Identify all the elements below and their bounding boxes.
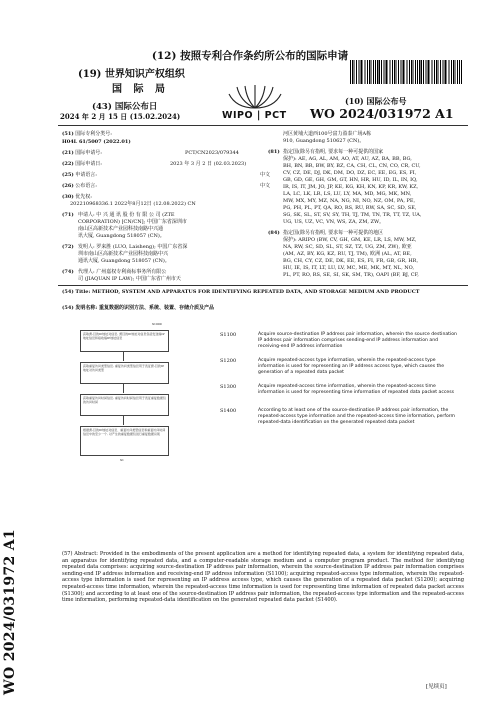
field-30: (30) 优先权: xyxy=(62,194,92,200)
field-21: (21) 国际申请号: xyxy=(62,150,102,156)
designated-states-line: PG, PH, PL, PT, QA, RO, RS, RU, RW, SA, SC, SD, SE, xyxy=(283,205,417,211)
applicant-line: 南山区高新技术产业园科技南路中兴通 xyxy=(78,226,164,232)
designated-states-line: BH, BN, BR, BW, BY, BZ, CA, CH, CL, CN, CO, CR, CU, xyxy=(283,163,421,169)
header-divider xyxy=(58,125,468,126)
designated-states-line: GB, GD, GE, GH, GM, GT, HN, HR, HU, ID, IL, IN, IQ, xyxy=(283,177,418,183)
filing-language: 中文 xyxy=(260,172,271,178)
designated-states-line: CV, CZ, DE, DJ, DK, DM, DO, DZ, EC, EE, EG, ES, FI, xyxy=(283,170,417,176)
designated-states-line: 保护): AE, AG, AL, AM, AO, AT, AU, AZ, BA, BB, BG, xyxy=(283,156,412,162)
filing-date: 2023 年 3 月 2 日 (02.03.2023) xyxy=(170,161,247,167)
wipo-logo-text: WIPO | PCT xyxy=(222,110,287,121)
designated-states-line: UG, US, UZ, VC, VN, WS, ZA, ZM, ZW。 xyxy=(283,219,385,225)
flowchart-box: 获取源-目的IP地址对信息, 源目的IP地址对信息包括发送端IP地址信息和接收端IP地址信息 xyxy=(80,330,169,352)
agent-line: 司 (JIAQUAN IP LAW); 中国广东省广州市天 xyxy=(78,276,181,282)
title-chinese: (54) 发明名称: 重复数据的识别方法、系统、装置、存储介质及产品 xyxy=(62,305,215,311)
flow-arrow xyxy=(123,351,124,361)
flow-arrow xyxy=(123,383,124,393)
flowchart-start-label: S1000 xyxy=(152,322,162,326)
flow-arrow xyxy=(123,415,124,425)
step-code: S1200 xyxy=(220,358,237,364)
inventor-line: 通讯大厦, Guangdong 518057 (CN)。 xyxy=(78,258,170,264)
step-text: Acquire repeated-access type information, wherein the repeated-access type information is used for representing an IP address access type, which causes the generation of a repeated data packet xyxy=(258,358,445,375)
ipc-value: H04L 61/5007 (2022.01) xyxy=(62,139,131,145)
agent-address-line: 910, Guangdong 510627 (CN)。 xyxy=(283,138,365,144)
office-subname: 国 际 局 xyxy=(112,84,169,95)
document-heading: (12) 按照专利合作条约所公布的国际申请 xyxy=(151,50,349,62)
publication-number-label: (10) 国际公布号 xyxy=(345,96,407,106)
step-code: S1300 xyxy=(220,384,237,390)
applicant-line: 讯大厦, Guangdong 518057 (CN)。 xyxy=(78,233,165,239)
regional-states-line: BG, CH, CY, CZ, DE, DK, EE, ES, FI, FR, GB, GR, HR, xyxy=(283,258,419,264)
inventor-line: 发明人: 罗来胜 (LUO, Laisheng); 中国广东省深 xyxy=(78,244,188,250)
designated-states-line: LA, LC, LK, LR, LS, LU, LY, MA, MD, MG, MK, MN, xyxy=(283,191,412,197)
publication-date-value: 2024 年 2 月 15 日 (15.02.2024) xyxy=(60,112,181,121)
abstract: (57) Abstract: Provided in the embodiments of the present application are a method for identifying repeated data, a system for identifying repeated data, an apparatus for identifying repeated data, and a computer-readable storage medium and a computer program product. The method for identifying repeated data comprises: acquiring source-destination IP address pair information, wherein the source-destination IP address pair information comprises sending-end IP address information and receiving-end IP address information (S1100); acquiring repeated-access type information, wherein the repeated-access type information is used for representing an IP address access type, which causes the generation of a repeated data packet (S1200); acquiring repeated-access time information, wherein the repeated-access time information is used for representing time information of repeated data packet access (S1300); and according to at least one of the source-destination IP address pair information, the repeated-access type information and the repeated-access time information, performing repeated-data identification on the generated repeated data packet (S1400). xyxy=(62,551,464,604)
step-text: Acquire source-destination IP address pair information, wherein the source destination IP address pair information comprises sending-end IP address information and receiving-end IP address information xyxy=(258,332,457,349)
agent-address-line: 河区黄埔大道西100号富力盈泰广场A栋 xyxy=(283,131,372,137)
regional-states-line: PL, PT, RO, RS, SE, SI, SK, SM, TR), OAPI (BF, BJ, CF, xyxy=(283,272,419,278)
regional-states-line: HU, IE, IS, IT, LT, LU, LV, MC, ME, MK, MT, NL, NO, xyxy=(283,265,415,271)
publication-language: 中文 xyxy=(260,183,271,189)
flowchart-end-label: S1 xyxy=(120,458,124,462)
designated-states-line: 指定国(除另有指明, 要求每一种可提供的国家 xyxy=(283,149,384,155)
title-english: (54) Title: METHOD, SYSTEM AND APPARATUS FOR IDENTIFYING REPEATED DATA, AND STORAGE MEDIUM AND PRODUCT xyxy=(62,289,420,295)
publication-date-label: (43) 国际公布日 xyxy=(92,102,158,112)
flowchart-box: 根据源-目的IP地址对信息、重复访问类型信息和重复访问时间信息中的至少一个, 对产生的重复数据包进行重复数据识别 xyxy=(80,426,169,456)
priority-data: 202210968336.1 2022年8月12日 (12.08.2022) CN xyxy=(70,201,196,207)
step-text: According to at least one of the source-destination IP address pair information, the repeated-access type information and the repeated-access time information, perform repeated-data identification on the generated repeated data packet xyxy=(258,408,456,425)
office-name: (19) 世界知识产权组织 xyxy=(78,69,185,80)
regional-states-line: NA, RW, SC, SD, SL, ST, SZ, TZ, UG, ZM, ZW), 欧亚 xyxy=(283,244,412,250)
step-code: S1100 xyxy=(220,332,237,338)
designated-states-code: (81) xyxy=(268,149,280,155)
flowchart-box: 获取重复访问类型信息, 重复访问类型信息用于表征源-目的IP地址对访问类型 xyxy=(80,362,169,384)
field-25: (25) 申请语言: xyxy=(62,172,97,178)
regional-states-line: 保护): ARIPO (BW, CV, GH, GM, KE, LR, LS, MW, MZ, xyxy=(283,237,417,243)
inventor-line: 圳市南山区高新技术产业园科技南路中兴 xyxy=(78,251,169,257)
inventor-code: (72) xyxy=(62,244,74,250)
applicant-line: 申请人: 中 兴 通 讯 股 份 有 限 公 司 (ZTE xyxy=(78,212,175,218)
designated-states-line: IR, IS, IT, JM, JO, JP, KE, KG, KH, KN, KP, KR, KW, KZ, xyxy=(283,184,419,190)
field-26: (26) 公布语言: xyxy=(62,183,97,189)
column-divider xyxy=(58,285,468,286)
agent-code: (74) xyxy=(62,269,74,275)
agent-line: 代理人: 广州嘉权专利商标事务所有限公 xyxy=(78,269,167,275)
designated-states-line: MW, MX, MY, MZ, NA, NG, NI, NO, NZ, OM, PA, PE, xyxy=(283,198,416,204)
regional-states-code: (84) xyxy=(268,230,280,236)
regional-states-line: 指定国(除另有指明, 要求每一种可提供的地区 xyxy=(283,230,384,236)
step-text: Acquire repeated-access time information, wherein the repeated-access time information is used for representing time information of repeated data packet access xyxy=(258,384,455,395)
continued-note: [见续页] xyxy=(426,684,447,690)
field-22: (22) 国际申请日: xyxy=(62,161,102,167)
field-51: (51) 国际专利分类号: xyxy=(62,131,112,137)
publication-number: WO 2024/031972 A1 xyxy=(310,106,454,121)
regional-states-line: (AM, AZ, BY, KG, KZ, RU, TJ, TM), 欧洲 (AL, AT, BE, xyxy=(283,251,412,257)
designated-states-line: SG, SK, SL, ST, SV, SY, TH, TJ, TM, TN, TR, TT, TZ, UA, xyxy=(283,212,422,218)
side-publication-number: WO 2024/031972 A1 xyxy=(2,529,18,695)
flowchart-box: 获取重复访问时间信息, 重复访问时间信息用于表征重复数据包的访问时间 xyxy=(80,394,169,416)
applicant-line: CORPORATION) [CN/CN]; 中国广东省深圳市 xyxy=(78,219,187,225)
step-code: S1400 xyxy=(220,408,237,414)
applicant-code: (71) xyxy=(62,212,74,218)
application-number: PCT/CN2023/079344 xyxy=(185,150,239,156)
barcode xyxy=(350,60,462,84)
